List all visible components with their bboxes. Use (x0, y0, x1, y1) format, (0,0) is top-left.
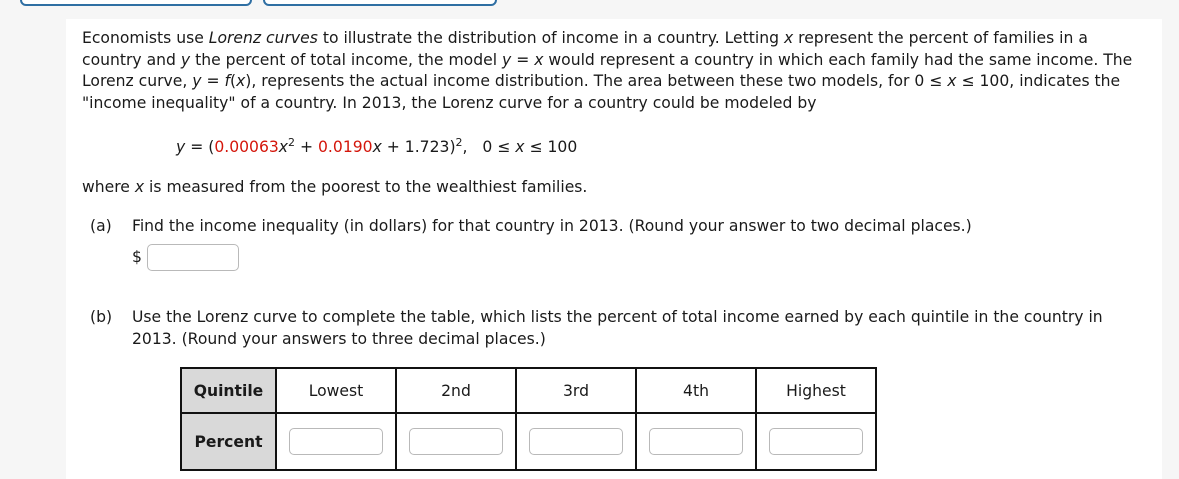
intro-text: to illustrate the distribution of income in a country. Letting (317, 29, 784, 47)
where-var: x (134, 178, 145, 196)
table-row (181, 413, 876, 470)
column-header: Lowest (276, 368, 396, 413)
percent-highest-input[interactable] (769, 428, 863, 455)
intro-text: the percent of total income, the model (190, 50, 502, 69)
column-header: 2nd (396, 368, 516, 413)
intro-text: would represent a country in which each family had the same income. The Lorenz curve, (82, 50, 1133, 90)
row-header-percent: Percent (181, 413, 276, 470)
table-cell (516, 413, 636, 470)
formula-text: , 0 ≤ (462, 138, 516, 156)
formula-var: x (278, 138, 289, 156)
column-header: 3rd (516, 368, 636, 413)
intro-text: = (201, 72, 225, 90)
intro-text: ), represents the actual income distribution. The area between these two models, for 0 ≤ (245, 72, 948, 90)
intro-text: ( (229, 72, 237, 90)
column-header: Highest (756, 368, 876, 413)
income-inequality-input[interactable] (147, 244, 239, 271)
part-b-label: (b) (90, 308, 113, 326)
percent-3rd-input[interactable] (529, 428, 623, 455)
row-header-quintile: Quintile (181, 368, 276, 413)
intro-term: Lorenz curves (208, 29, 318, 47)
formula-var: x (515, 138, 525, 156)
table-cell (276, 413, 396, 470)
intro-var: x (534, 50, 544, 69)
part-b-question (90, 307, 1150, 350)
formula-var: y (176, 138, 186, 156)
formula-text: ≤ 100 (524, 138, 578, 156)
formula-coefficient: 0.00063 (214, 138, 279, 156)
table-cell (636, 413, 756, 470)
intro-var: y (180, 50, 191, 69)
percent-4th-input[interactable] (649, 428, 743, 455)
currency-symbol: $ (132, 248, 142, 266)
top-tab-right[interactable] (263, 0, 497, 6)
quintile-table (180, 367, 877, 471)
formula-exponent: 2 (288, 136, 296, 149)
intro-var: f (224, 72, 230, 90)
formula-coefficient: 0.0190 (318, 138, 373, 156)
question-panel (66, 19, 1162, 479)
where-text: is measured from the poorest to the wealthiest families. (144, 178, 588, 196)
formula-var: x (372, 138, 382, 156)
intro-var: x (236, 72, 246, 90)
intro-text: = (511, 50, 535, 69)
intro-var: x (783, 29, 794, 47)
intro-text: represent the percent of families in a country and (82, 29, 1088, 69)
formula-text: + 1.723) (381, 138, 456, 156)
formula-exponent: 2 (455, 136, 463, 149)
intro-var: x (947, 72, 957, 90)
where-sentence (82, 176, 587, 198)
part-a-text: Find the income inequality (in dollars) for that country in 2013. (Round your answer to two decimal places.) (132, 217, 972, 235)
percent-lowest-input[interactable] (289, 428, 383, 455)
table-header-row (181, 368, 876, 413)
intro-text: ≤ 100, indicates the "income inequality" of a country. In 2013, the Lorenz curve for a country could be modeled by (82, 72, 1121, 112)
part-b-text: Use the Lorenz curve to complete the table, which lists the percent of total income earned by each quintile in the country in (132, 308, 1103, 326)
part-a-label: (a) (90, 217, 112, 235)
part-b-text: 2013. (Round your answers to three decimal places.) (132, 329, 546, 348)
table-cell (396, 413, 516, 470)
where-text: where (82, 178, 135, 196)
formula-text: = ( (185, 138, 215, 156)
intro-var: y (502, 50, 512, 69)
percent-2nd-input[interactable] (409, 428, 503, 455)
table-cell (756, 413, 876, 470)
intro-paragraph (82, 28, 1152, 114)
column-header: 4th (636, 368, 756, 413)
lorenz-formula (176, 136, 577, 158)
intro-var: y (192, 72, 202, 90)
part-a-question (90, 215, 972, 237)
formula-text: + (295, 138, 319, 156)
intro-text: Economists use (82, 29, 209, 47)
top-tab-left[interactable] (20, 0, 252, 6)
